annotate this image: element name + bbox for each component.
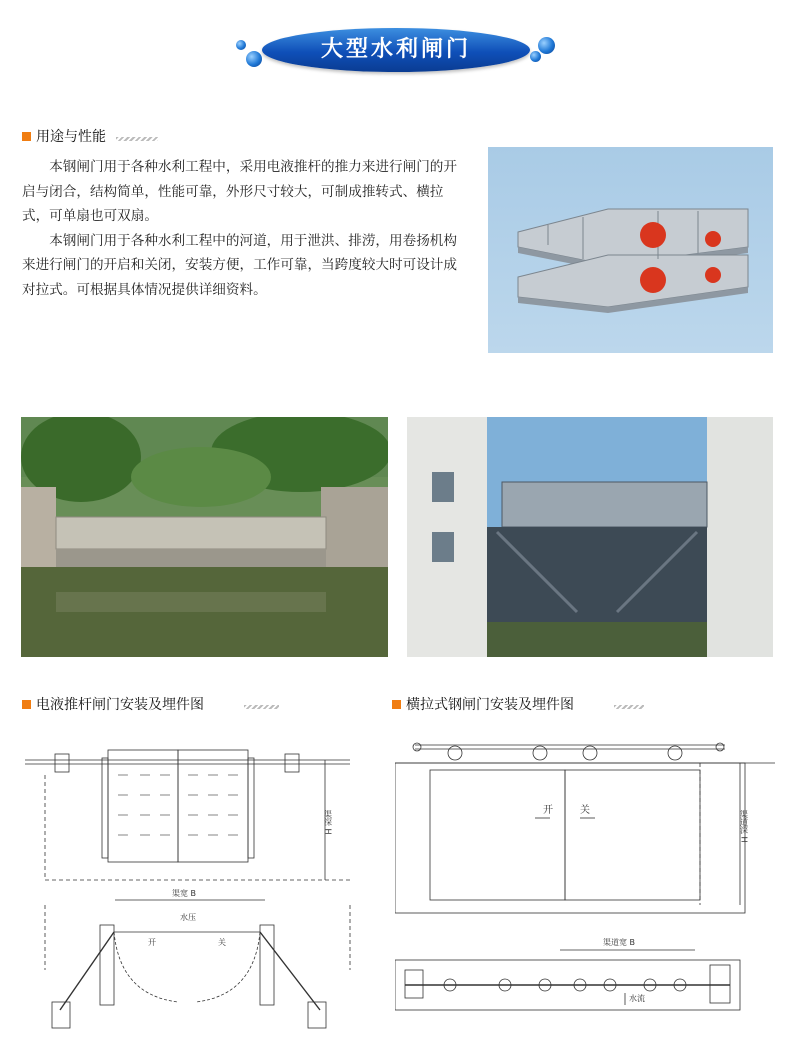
label-open: 开	[543, 805, 553, 816]
bullet-square	[392, 700, 401, 709]
section-heading-usage	[22, 126, 106, 146]
heading-rule	[116, 137, 158, 141]
section-heading-sliding	[392, 694, 574, 714]
label-height: 渠道深 H	[739, 810, 749, 843]
paragraph: 本钢闸门用于各种水利工程中，采用电液推杆的推力来进行闸门的开启与闭合，结构简单，性能可靠，外形尺寸较大，可制成推转式、横拉式，可单扇也可双扇。	[22, 159, 457, 224]
photo-lift-gate	[407, 417, 773, 657]
section-heading-text: 横拉式钢闸门安装及埋件图	[406, 697, 574, 713]
heading-rule	[244, 705, 279, 709]
paragraph: 本钢闸门用于各种水利工程中的河道，用于泄洪、排涝，用卷扬机构来进行闸门的开启和关闭，安装方便，工作可靠，当跨度较大时可设计成对拉式。可根据具体情况提供详细资料。	[22, 232, 457, 298]
decor-bubble	[530, 51, 541, 62]
sliding-gate-drawing	[395, 735, 780, 1040]
section-heading-text: 电液推杆闸门安装及埋件图	[36, 697, 204, 713]
label-width: 渠宽 B	[172, 889, 197, 898]
description-text	[22, 155, 462, 302]
label-width: 渠道宽 B	[603, 938, 636, 947]
lift-gate-illustration	[407, 417, 773, 657]
product-photo-gate-stack	[488, 147, 773, 353]
label-water: 水压	[180, 913, 196, 922]
decor-bubble	[246, 51, 262, 67]
photo-river-gate	[21, 417, 388, 657]
section-heading-text: 用途与性能	[36, 129, 106, 145]
river-gate-illustration	[21, 417, 388, 657]
label-close: 关	[218, 938, 226, 947]
hydraulic-gate-drawing	[20, 740, 375, 1040]
page-title: 大型水利闸门	[320, 37, 471, 62]
label-close: 关	[580, 805, 590, 816]
bullet-square	[22, 700, 31, 709]
decor-bubble	[236, 40, 246, 50]
gate-stack-illustration	[488, 147, 773, 353]
label-water: 水流	[629, 994, 645, 1003]
label-open: 开	[148, 938, 156, 947]
heading-rule	[614, 705, 644, 709]
bullet-square	[22, 132, 31, 141]
section-heading-hydraulic	[22, 694, 204, 714]
label-height: 渠深 H	[323, 810, 333, 835]
decor-bubble	[538, 37, 555, 54]
